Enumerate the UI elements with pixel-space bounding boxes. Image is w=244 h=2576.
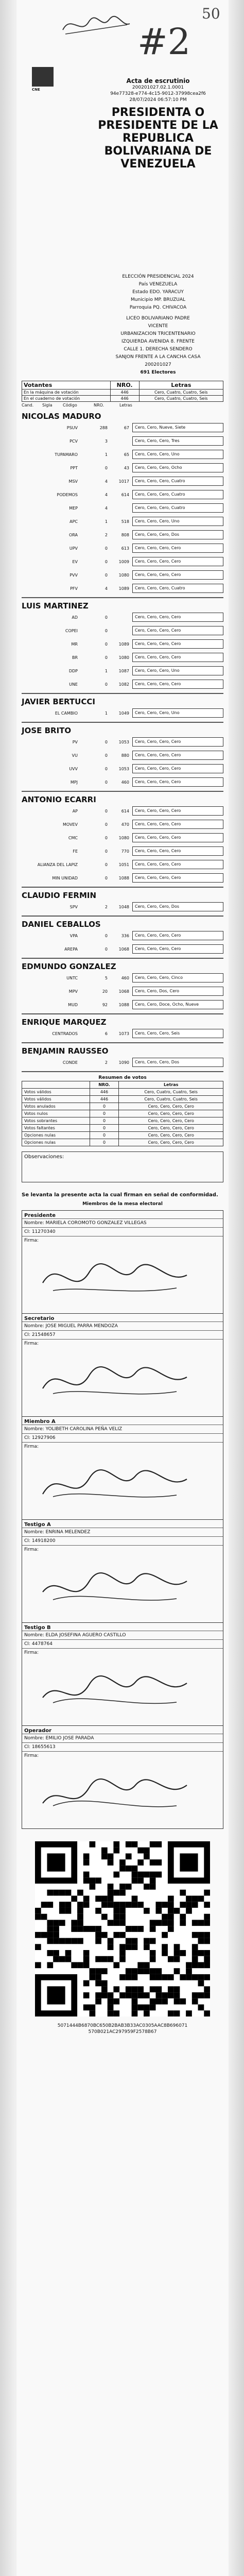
party-votes-letters: Cero, Cero, Nueve, Siete: [132, 423, 223, 432]
resumen-row: Opciones nulas 0 Cero, Cero, Cero, Cero: [22, 1132, 223, 1139]
member-block: [22, 1622, 223, 1725]
member-ci: CI: 18655613: [22, 1742, 223, 1751]
party-acronym: MOVEV: [62, 822, 78, 827]
party-acronym: UNE: [69, 682, 78, 687]
party-row: [22, 858, 223, 871]
party-acronym: TUPAMARO: [55, 452, 78, 457]
party-acronym: MUD: [68, 1002, 78, 1007]
divider: [22, 1013, 223, 1014]
party-votes: 288: [99, 425, 108, 430]
party-acronym: VU: [72, 753, 78, 758]
party-acronym: AP: [72, 808, 78, 814]
party-votes-letters: Cero, Cero, Cero, Cero: [132, 833, 223, 842]
party-code: 1080: [118, 835, 129, 840]
member-role: Operador: [24, 1728, 52, 1734]
member-role: Presidente: [24, 1213, 56, 1218]
party-acronym: EV: [72, 559, 78, 564]
party-votes: 2: [104, 532, 108, 537]
party-acronym: MSV: [68, 479, 78, 484]
party-votes-letters: Cero, Cero, Cero, Cuatro: [132, 490, 223, 499]
party-votes-letters: Cero, Cero, Cero, Cero: [132, 944, 223, 954]
party-code: 1080: [118, 572, 129, 578]
member-name: Nombre: JOSE MIGUEL PARRA MENDOZA: [22, 1321, 223, 1330]
party-votes: 0: [104, 682, 108, 687]
party-row: [22, 501, 223, 515]
handwritten-signature: [38, 1252, 192, 1303]
member-block: [22, 1519, 223, 1622]
party-acronym: MPJ: [70, 779, 78, 785]
party-votes: 0: [104, 641, 108, 647]
member-role: Testigo B: [24, 1625, 51, 1631]
party-votes-letters: Cero, Cero, Cero, Cuatro: [132, 477, 223, 486]
party-row: [22, 735, 223, 749]
resumen-row: Opciones nulas 0 Cero, Cero, Cero, Cero: [22, 1139, 223, 1146]
handwritten-signature: [38, 1767, 192, 1819]
party-row: [22, 775, 223, 789]
divider: [22, 693, 223, 694]
member-block: [22, 1313, 223, 1416]
party-code: 1080: [118, 655, 129, 660]
handwritten-corner: 50: [202, 5, 220, 22]
party-code: 1017: [118, 479, 129, 484]
member-signature-field: Firma:: [22, 1648, 223, 1725]
party-votes: 1: [104, 668, 108, 673]
party-row: [22, 434, 223, 448]
party-votes: 0: [104, 849, 108, 854]
member-signature-field: Firma:: [22, 1751, 223, 1828]
candidate-section: [22, 412, 223, 598]
party-code: 518: [121, 519, 129, 524]
party-votes-letters: Cero, Cero, Doce, Ocho, Nueve: [132, 1000, 223, 1009]
big-title: PRESIDENTA O PRESIDENTE DE LA REPUBLICA BOLIVARIANA DE VENEZUELA: [98, 106, 218, 171]
party-votes: 0: [104, 808, 108, 814]
party-votes: 0: [104, 628, 108, 633]
member-signature-field: Firma:: [22, 1545, 223, 1622]
divider: [22, 1071, 223, 1072]
party-votes: 0: [104, 835, 108, 840]
party-row: [22, 762, 223, 775]
candidate-section: [22, 891, 223, 917]
party-votes-letters: Cero, Cero, Cero, Cero: [132, 860, 223, 869]
party-acronym: UNTC: [66, 975, 78, 980]
acta-code: 200201027.02.1.0001: [132, 85, 184, 90]
party-code: 43: [124, 465, 129, 470]
party-votes: 0: [104, 933, 108, 938]
party-row: [22, 568, 223, 582]
party-votes: 4: [104, 492, 108, 497]
party-acronym: ALIANZA DEL LAPIZ: [37, 862, 78, 867]
receipt-header: [22, 0, 223, 170]
party-votes: 0: [104, 753, 108, 758]
party-votes: 1: [104, 452, 108, 457]
party-votes-letters: Cero, Cero, Cero, Cero: [132, 777, 223, 787]
member-ci: CI: 11270340: [22, 1227, 223, 1236]
resumen-row: Votos válidos 446 Cero, Cuatro, Cuatro, Seis: [22, 1096, 223, 1103]
party-votes-letters: Cero, Cero, Cero, Uno: [132, 708, 223, 718]
party-votes-letters: Cero, Cero, Cero, Dos: [132, 1058, 223, 1067]
candidate-section: [22, 962, 223, 1014]
observaciones-box: Observaciones:: [22, 1151, 223, 1182]
divider: [22, 958, 223, 959]
party-votes: 4: [104, 505, 108, 511]
resumen-row: Votos nulos 0 Cero, Cero, Cero, Cero: [22, 1110, 223, 1117]
party-acronym: PFV: [70, 586, 78, 591]
party-row: [22, 971, 223, 985]
party-row: [22, 942, 223, 956]
candidate-name: BENJAMIN RAUSSEO: [22, 1046, 109, 1056]
divider: [22, 887, 223, 888]
party-votes-letters: Cero, Cero, Cero, Uno: [132, 450, 223, 459]
party-votes-letters: Cero, Cero, Cero, Dos: [132, 902, 223, 911]
party-acronym: APC: [69, 519, 78, 524]
party-votes-letters: Cero, Cero, Cero, Cero: [132, 653, 223, 662]
party-row: [22, 900, 223, 913]
party-row: [22, 474, 223, 488]
candidate-section: [22, 726, 223, 792]
party-votes: 0: [104, 615, 108, 620]
resumen-title: Resumen de votos: [98, 1075, 147, 1080]
member-role: Miembro A: [24, 1419, 56, 1425]
member-ci: CI: 4478764: [22, 1639, 223, 1648]
party-acronym: MPV: [68, 989, 78, 994]
party-acronym: UPV: [69, 546, 78, 551]
party-row: [22, 515, 223, 528]
party-votes-letters: Cero, Cero, Cero, Cero: [132, 570, 223, 580]
candidate-section: [22, 795, 223, 888]
candidate-name: ENRIQUE MARQUEZ: [22, 1018, 107, 1027]
candidate-section: [22, 697, 223, 723]
member-name: Nombre: ELDA JOSEFINA AGUERO CASTILLO: [22, 1631, 223, 1639]
member-signature-field: Firma:: [22, 1236, 223, 1313]
handwritten-signature: [38, 1355, 192, 1406]
party-acronym: MIN UNIDAD: [52, 875, 78, 880]
party-votes: 1: [104, 710, 108, 716]
candidate-section: [22, 920, 223, 959]
party-row: [22, 637, 223, 651]
party-code: 470: [121, 822, 129, 827]
party-votes-letters: Cero, Cero, Cero, Cero: [132, 873, 223, 883]
party-acronym: PVV: [69, 572, 78, 578]
party-code: 1051: [118, 862, 129, 867]
candidate-name: LUIS MARTINEZ: [22, 601, 89, 611]
party-votes: 1: [104, 519, 108, 524]
party-votes-letters: Cero, Cero, Cero, Dos: [132, 530, 223, 539]
party-code: 1049: [118, 710, 129, 716]
party-votes: 0: [104, 946, 108, 952]
party-row: [22, 448, 223, 461]
party-votes-letters: Cero, Cero, Cero, Cero: [132, 680, 223, 689]
party-votes: 6: [104, 1031, 108, 1036]
party-acronym: COPEI: [65, 628, 78, 633]
party-row: [22, 1027, 223, 1040]
party-votes: 0: [104, 559, 108, 564]
party-row: [22, 541, 223, 555]
member-signature-field: Firma:: [22, 1339, 223, 1416]
party-votes-letters: Cero, Cero, Cero, Cero: [132, 626, 223, 635]
party-acronym: AREPA: [64, 946, 78, 952]
member-name: Nombre: YOLIBETH CAROLINA PEÑA VELIZ: [22, 1425, 223, 1433]
party-votes-letters: Cero, Cero, Cero, Cero: [132, 931, 223, 940]
party-votes: 4: [104, 586, 108, 591]
members-title: Miembros de la mesa electoral: [82, 1201, 163, 1207]
conformity-note: Se levanta la presente acta la cual firman en señal de conformidad.: [22, 1192, 218, 1198]
party-acronym: UVV: [69, 766, 78, 771]
party-code: 65: [124, 452, 129, 457]
party-code: 460: [121, 975, 129, 980]
party-votes: 0: [104, 546, 108, 551]
party-acronym: MR: [71, 641, 78, 647]
party-votes: 0: [104, 739, 108, 744]
party-votes-letters: Cero, Cero, Cero, Cinco: [132, 973, 223, 982]
member-role: Secretario: [24, 1316, 55, 1321]
party-row: [22, 1056, 223, 1069]
party-votes: 0: [104, 822, 108, 827]
divider: [22, 1042, 223, 1043]
party-votes-letters: Cero, Cero, Cero, Cero: [132, 639, 223, 649]
members-list: [22, 1210, 223, 1829]
party-votes-letters: Cero, Cero, Cero, Cero: [132, 544, 223, 553]
party-code: 880: [121, 753, 129, 758]
member-name: Nombre: ENRINA MELENDEZ: [22, 1528, 223, 1536]
candidate-name: JOSE BRITO: [22, 726, 72, 735]
party-row: [22, 706, 223, 720]
party-votes: 5: [104, 975, 108, 980]
party-acronym: CMC: [68, 835, 78, 840]
candidate-section: [22, 1046, 223, 1072]
party-votes-letters: Cero, Cero, Cero, Cero: [132, 751, 223, 760]
party-votes: 0: [104, 572, 108, 578]
party-votes: 0: [104, 655, 108, 660]
party-acronym: ORA: [68, 532, 78, 537]
divider: [22, 722, 223, 723]
party-code: 613: [121, 546, 129, 551]
party-row: [22, 804, 223, 818]
tally-receipt: [16, 0, 229, 2576]
member-name: Nombre: EMILIO JOSE PARADA: [22, 1734, 223, 1742]
party-row: [22, 488, 223, 501]
party-row: [22, 818, 223, 831]
candidate-section: [22, 1018, 223, 1043]
party-code: 1068: [118, 989, 129, 994]
party-acronym: FE: [73, 849, 78, 854]
column-subheaders: Cand. Sigla Código NRO. Letras: [22, 403, 132, 408]
party-row: [22, 528, 223, 541]
member-signature-field: Firma:: [22, 1442, 223, 1519]
party-acronym: PPT: [70, 465, 78, 470]
party-votes-letters: Cero, Cero, Cero, Cero: [132, 557, 223, 566]
party-acronym: PV: [72, 739, 78, 744]
party-votes-letters: Cero, Cero, Cero, Cero: [132, 820, 223, 829]
handwritten-signature: [38, 1561, 192, 1613]
party-code: 1088: [118, 875, 129, 880]
party-row: [22, 555, 223, 568]
party-acronym: PSUV: [66, 425, 78, 430]
party-code: 770: [121, 849, 129, 854]
member-ci: CI: 14918200: [22, 1536, 223, 1545]
party-acronym: VPA: [69, 933, 78, 938]
party-row: [22, 651, 223, 664]
member-block: [22, 1416, 223, 1519]
votantes-table: Votantes NRO. Letras En la máquina de votación 446 Cero, Cuatro, Cuatro, Seis En el cuaderno de votación 446 Cero, Cuatro, Cuatro, Seis: [22, 381, 223, 402]
party-votes-letters: Cero, Cero, Cero, Tres: [132, 436, 223, 446]
party-votes: 0: [104, 875, 108, 880]
party-row: [22, 998, 223, 1011]
party-votes-letters: Cero, Cero, Cero, Cero: [132, 806, 223, 816]
party-row: [22, 985, 223, 998]
party-code: 67: [124, 425, 129, 430]
party-code: 336: [121, 933, 129, 938]
member-ci: CI: 21548657: [22, 1330, 223, 1339]
party-acronym: MEP: [69, 505, 78, 511]
handwritten-signature: [38, 1664, 192, 1716]
candidate-name: CLAUDIO FERMIN: [22, 891, 97, 900]
qr-code: [35, 1841, 210, 2016]
party-row: [22, 871, 223, 885]
party-votes-letters: Cero, Cero, Cero, Cero: [132, 764, 223, 773]
party-votes-letters: Cero, Cero, Cero, Uno: [132, 666, 223, 675]
party-acronym: CENTRADOS: [52, 1031, 78, 1036]
party-votes-letters: Cero, Cero, Dos, Cero: [132, 987, 223, 996]
party-votes-letters: Cero, Cero, Cero, Cero: [132, 737, 223, 747]
party-code: 614: [121, 808, 129, 814]
party-acronym: EL CAMBIO: [55, 710, 78, 716]
party-votes: 0: [104, 465, 108, 470]
acta-datetime: 28/07/2024 06:57:10 PM: [129, 97, 187, 103]
divider: [22, 791, 223, 792]
party-code: 808: [121, 532, 129, 537]
party-acronym: DDP: [68, 668, 78, 673]
party-row: [22, 582, 223, 595]
party-row: [22, 677, 223, 691]
acta-hash-line: 94e77328-e774-4c15-9012-37998cea2f6: [110, 91, 206, 96]
header-info: [89, 77, 228, 171]
resumen-row: Votos faltantes 0 Cero, Cero, Cero, Cero: [22, 1125, 223, 1132]
party-acronym: AD: [72, 615, 78, 620]
member-role: Testigo A: [24, 1522, 51, 1528]
party-votes-letters: Cero, Cero, Cero, Cuatro: [132, 584, 223, 593]
party-votes: 0: [104, 766, 108, 771]
verification-hash: 5071444B6870BC650B2BAB3B33AC0305AAC8B696071 570B021AC297959F2578B67: [57, 2023, 188, 2035]
candidate-name: DANIEL CEBALLOS: [22, 920, 101, 929]
party-votes-letters: Cero, Cero, Cero, Uno: [132, 517, 223, 526]
party-code: 1088: [118, 1002, 129, 1007]
resumen-row: Votos anulados 0 Cero, Cero, Cero, Cero: [22, 1103, 223, 1110]
acta-title: Acta de escrutinio: [126, 77, 190, 84]
party-row: [22, 461, 223, 474]
party-acronym: CONDE: [62, 1060, 78, 1065]
party-votes: 92: [102, 1002, 108, 1007]
party-votes: 0: [104, 862, 108, 867]
candidate-results: [22, 412, 223, 1072]
party-acronym: SPV: [69, 904, 78, 909]
candidate-name: ANTONIO ECARRI: [22, 795, 96, 804]
party-acronym: PCV: [69, 438, 78, 444]
party-row: [22, 624, 223, 637]
member-ci: CI: 12927906: [22, 1433, 223, 1442]
party-row: [22, 611, 223, 624]
party-code: 1089: [118, 586, 129, 591]
party-row: [22, 749, 223, 762]
location-block: ELECCIÓN PRESIDENCIAL 2024 País VENEZUELA Estado EDO. YARACUY Municipio MP. BRUZUAL Parroquia PQ. CHIVACOA LICEO BOLIVARIANO PADRE VICENTE URBANIZACION TRICENTENARIO IZQUIERDA AVENIDA 8. FRENTE CALLE 1. DERECHA SENDERO SANJON FRENTE A LA CANCHA CASA 200201027 691 Electores: [115, 274, 201, 375]
cne-logo: CNE: [32, 67, 73, 93]
party-votes: 2: [104, 904, 108, 909]
candidate-name: NICOLAS MADURO: [22, 412, 101, 421]
party-votes: 20: [102, 989, 108, 994]
member-name: Nombre: MARIELA COROMOTO GONZALEZ VILLEGAS: [22, 1218, 223, 1227]
handwritten-number: #2: [137, 21, 191, 63]
divider: [22, 597, 223, 598]
party-code: 1089: [118, 641, 129, 647]
party-code: 1048: [118, 904, 129, 909]
party-votes-letters: Cero, Cero, Cero, Cero: [132, 846, 223, 856]
resumen-row: Votos sobrantes 0 Cero, Cero, Cero, Cero: [22, 1117, 223, 1125]
handwritten-signature: [38, 1458, 192, 1510]
party-row: [22, 831, 223, 844]
party-code: 460: [121, 779, 129, 785]
party-code: 1087: [118, 668, 129, 673]
handwritten-signature-top: [60, 9, 132, 40]
member-block: [22, 1211, 223, 1313]
party-row: [22, 844, 223, 858]
party-code: 1053: [118, 766, 129, 771]
party-code: 1068: [118, 946, 129, 952]
divider: [22, 916, 223, 917]
party-votes: 3: [104, 438, 108, 444]
party-acronym: PODEMOS: [57, 492, 78, 497]
party-votes: 0: [104, 779, 108, 785]
party-votes: 4: [104, 479, 108, 484]
party-acronym: BR: [72, 655, 78, 660]
resumen-table: NRO. Letras Votos válidos 446 Cero, Cuatro, Cuatro, Seis Votos válidos 446 Cero, Cuatro, Cuatro, Seis Votos anulados 0 Cero, Cero, Cero, Cero Votos nulos 0 Cero, Cero, Cero, Cero Votos sobrantes 0 Cero, Cero, Cero, Cero Votos faltantes 0 Cero, Cero, Cero, Cero Opciones nulas 0 Cero, Cero, Cero, Cero Opciones nulas 0 Cero, Cero, Cero, Cero: [22, 1081, 223, 1146]
candidate-section: [22, 601, 223, 694]
party-row: [22, 929, 223, 942]
party-row: [22, 421, 223, 434]
resumen-row: Votos válidos 446 Cero, Cuatro, Cuatro, Seis: [22, 1089, 223, 1096]
party-code: 1073: [118, 1031, 129, 1036]
party-votes: 2: [104, 1060, 108, 1065]
candidate-name: JAVIER BERTUCCI: [22, 697, 95, 706]
party-votes-letters: Cero, Cero, Cero, Cuatro: [132, 503, 223, 513]
party-row: [22, 664, 223, 677]
candidate-name: EDMUNDO GONZALEZ: [22, 962, 116, 971]
party-code: 1090: [118, 1060, 129, 1065]
party-votes-letters: Cero, Cero, Cero, Ocho: [132, 463, 223, 472]
party-code: 1053: [118, 739, 129, 744]
party-code: 614: [121, 492, 129, 497]
party-votes-letters: Cero, Cero, Cero, Cero: [132, 613, 223, 622]
party-code: 1009: [118, 559, 129, 564]
party-votes-letters: Cero, Cero, Cero, Seis: [132, 1029, 223, 1038]
party-code: 1082: [118, 682, 129, 687]
member-block: [22, 1725, 223, 1828]
